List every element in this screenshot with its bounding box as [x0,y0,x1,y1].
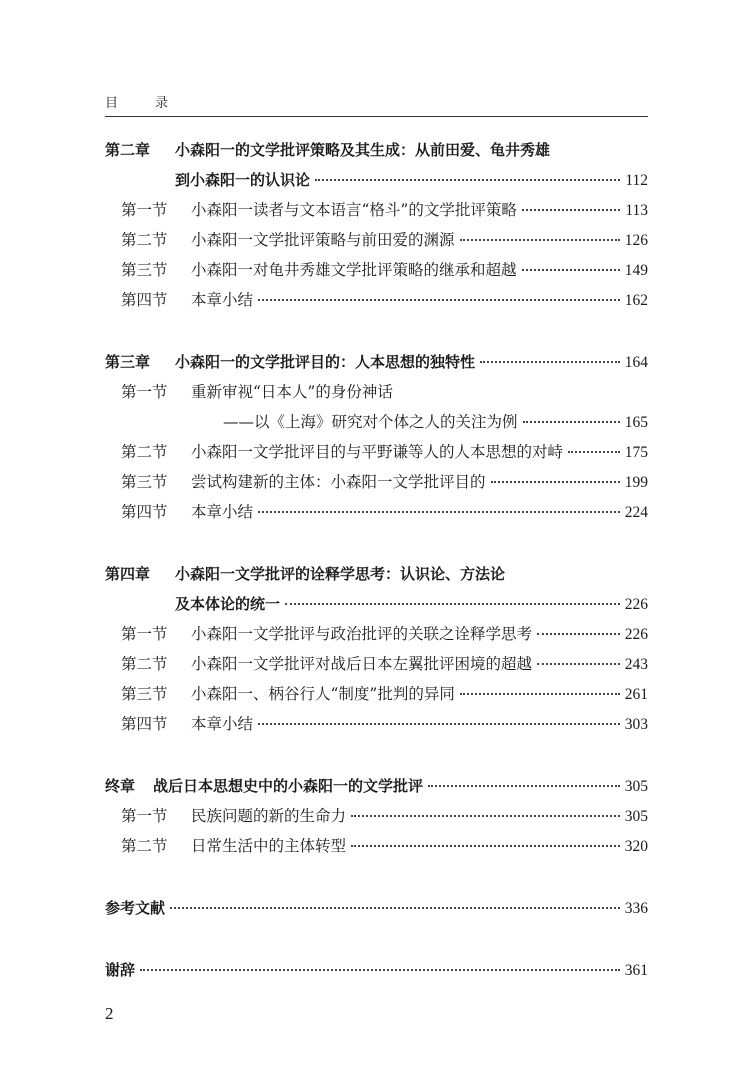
leader-dots [460,238,620,241]
section-label: 第二节 [121,837,168,855]
section-title: 小森阳一文学批评对战后日本左翼批评困境的超越 [191,655,533,673]
page-number: 320 [624,838,648,855]
chapter-label: 第四章 [105,565,151,583]
chapter-title-cont: 及本体论的统一 [175,595,281,613]
toc-chapter-3[interactable] [105,347,648,377]
leader-dots [523,420,620,423]
chapter-title: 小森阳一的文学批评目的：人本思想的独特性 [175,353,476,371]
toc-section[interactable] [105,377,648,407]
section-label: 第一节 [121,625,168,643]
toc-section[interactable] [105,831,648,861]
leader-dots [537,632,620,635]
spacer [105,315,648,347]
chapter-label: 第三章 [105,353,151,371]
leader-dots [460,692,620,695]
toc-section[interactable] [105,255,648,285]
page-number: 336 [624,900,648,917]
page-number: 305 [624,808,648,825]
header-title: 目 录 [105,96,181,111]
section-title: 重新审视“日本人”的身份神话 [191,383,393,401]
page-number: 305 [624,778,648,795]
section-label: 第四节 [121,715,168,733]
toc-chapter-2-cont[interactable] [105,165,648,195]
toc-section[interactable] [105,619,648,649]
chapter-label: 终章 [105,777,136,795]
leader-dots [285,602,620,605]
leader-dots [428,784,620,787]
page-number: 175 [624,444,648,461]
section-title: 民族问题的新的生命力 [191,807,347,825]
leader-dots [258,510,620,513]
toc-section[interactable] [105,497,648,527]
section-title: 小森阳一文学批评目的与平野谦等人的人本思想的对峙 [191,443,564,461]
leader-dots [491,480,620,483]
page-number: 126 [624,232,648,249]
page-folio: 2 [105,1004,114,1023]
toc-section[interactable] [105,679,648,709]
chapter-title: 战后日本思想史中的小森阳一的文学批评 [153,777,424,795]
toc-chapter-4-cont[interactable] [105,589,648,619]
section-label: 第一节 [121,807,168,825]
toc-section[interactable] [105,285,648,315]
page-number: 162 [624,292,648,309]
page-number: 303 [624,716,648,733]
toc-references[interactable] [105,893,648,923]
page-number: 361 [624,962,648,979]
section-title: 本章小结 [191,715,254,733]
leader-dots [568,450,620,453]
leader-dots [170,906,620,909]
toc-acknowledgements[interactable] [105,955,648,985]
section-label: 第四节 [121,503,168,521]
chapter-label: 第二章 [105,141,151,159]
toc-section[interactable] [105,649,648,679]
page-number: 165 [624,414,648,431]
page-number: 149 [624,262,648,279]
spacer [105,739,648,771]
leader-dots [537,662,620,665]
toc-section[interactable] [105,709,648,739]
chapter-title: 小森阳一文学批评的诠释学思考：认识论、方法论 [175,565,506,583]
page-number: 226 [624,626,648,643]
toc-chapter-4[interactable] [105,559,648,589]
leader-dots [351,844,620,847]
leader-dots [522,268,620,271]
page-number: 224 [624,504,648,521]
running-header [105,92,648,117]
chapter-title: 小森阳一的文学批评策略及其生成：从前田爱、龟井秀雄 [175,141,551,159]
leader-dots [258,722,620,725]
toc-section[interactable] [105,467,648,497]
section-label: 第二节 [121,231,168,249]
leader-dots [522,208,620,211]
spacer [105,527,648,559]
toc-section[interactable] [105,437,648,467]
section-title: 小森阳一文学批评与政治批评的关联之诠释学思考 [191,625,533,643]
toc-section[interactable] [105,195,648,225]
toc-section[interactable] [105,225,648,255]
references-title: 参考文献 [105,899,166,917]
leader-dots [315,178,620,181]
page-number: 243 [624,656,648,673]
page-number: 112 [625,172,648,189]
section-title: 本章小结 [191,291,254,309]
page-number: 199 [624,474,648,491]
section-subtitle: ——以《上海》研究对个体之人的关注为例 [223,413,518,431]
section-title: 小森阳一、柄谷行人“制度”批判的异同 [191,685,455,703]
section-label: 第三节 [121,261,168,279]
page-number: 261 [624,686,648,703]
section-label: 第三节 [121,685,168,703]
toc-section-cont[interactable] [105,407,648,437]
toc-chapter-2[interactable] [105,135,648,165]
section-label: 第二节 [121,655,168,673]
page-number: 164 [624,354,648,371]
spacer [105,923,648,955]
acknowledgements-title: 谢辞 [105,961,136,979]
section-title: 小森阳一对龟井秀雄文学批评策略的继承和超越 [191,261,517,279]
leader-dots [258,298,620,301]
section-label: 第一节 [121,383,168,401]
toc-section[interactable] [105,801,648,831]
table-of-contents [105,135,648,985]
leader-dots [351,814,620,817]
leader-dots [140,968,620,971]
section-title: 小森阳一读者与文本语言“格斗”的文学批评策略 [191,201,517,219]
section-title: 尝试构建新的主体：小森阳一文学批评目的 [191,473,486,491]
toc-final-chapter[interactable] [105,771,648,801]
chapter-title-cont: 到小森阳一的认识论 [175,171,311,189]
section-label: 第四节 [121,291,168,309]
page-number: 226 [624,596,648,613]
section-title: 本章小结 [191,503,254,521]
page-number: 113 [625,202,648,219]
section-title: 日常生活中的主体转型 [191,837,347,855]
section-title: 小森阳一文学批评策略与前田爱的渊源 [191,231,455,249]
spacer [105,861,648,893]
section-label: 第三节 [121,473,168,491]
section-label: 第二节 [121,443,168,461]
leader-dots [480,360,620,363]
section-label: 第一节 [121,201,168,219]
